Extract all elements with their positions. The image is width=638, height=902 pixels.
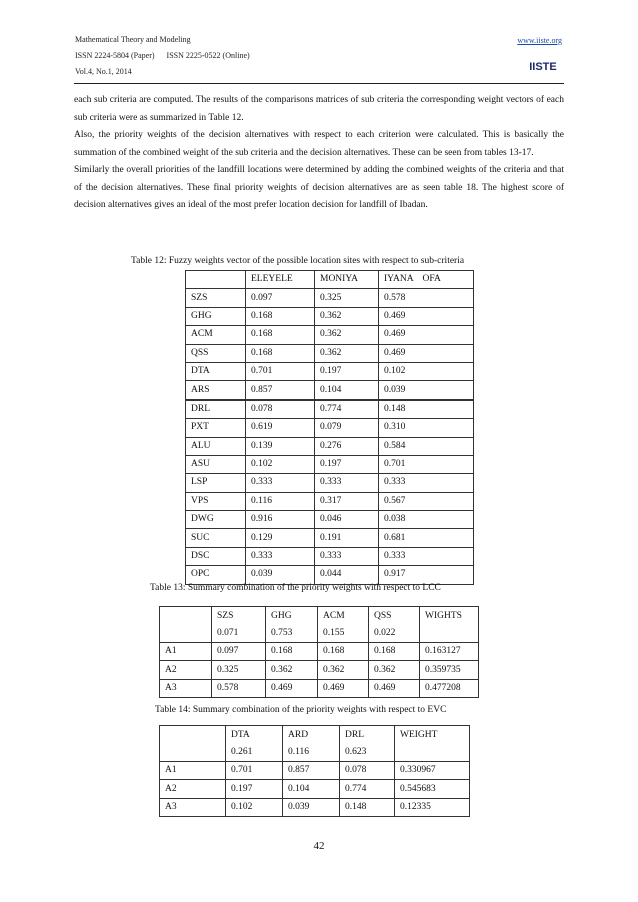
row-label: QSS xyxy=(186,344,246,362)
table-cell: 0.325 xyxy=(315,289,379,307)
table-cell: 0.168 xyxy=(369,643,420,661)
criterion-name: ARD xyxy=(288,730,309,740)
table-cell: 0.469 xyxy=(369,679,420,697)
row-label: A1 xyxy=(160,762,226,780)
table13-caption: Table 13: Summary combination of the priority weights with respect to LCC xyxy=(150,583,441,593)
table14-header-row xyxy=(160,726,470,762)
table-cell: 0.163127 xyxy=(420,643,479,661)
header-rule xyxy=(74,83,564,84)
table-row xyxy=(160,679,479,697)
table-row xyxy=(186,326,474,344)
row-label: A1 xyxy=(160,643,212,661)
paragraph-1: each sub criteria are computed. The results of the comparisons matrices of sub criteria the corresponding weight vectors of each sub criteria were as summarized in Table 12. xyxy=(74,95,564,123)
table-cell: 0.148 xyxy=(340,798,395,816)
table-cell: 0.333 xyxy=(379,474,474,492)
paragraph-3: Similarly the overall priorities of the landfill locations were determined by adding the combined weights of the criteria and that of the decision alternatives. These final priority weights of decision alternatives are as seen table 18. The highest score of decision alternatives gives an ideal of the most prefer location decision for landfill of Ibadan. xyxy=(74,165,564,210)
table-row xyxy=(160,780,470,798)
table-cell: 0.139 xyxy=(246,437,315,455)
criterion-weight: 0.116 xyxy=(288,747,310,757)
table-cell: 0.477208 xyxy=(420,679,479,697)
row-label: SZS xyxy=(186,289,246,307)
table-cell: 0.774 xyxy=(340,780,395,798)
table-cell: 0.469 xyxy=(266,679,318,697)
table-cell: 0.102 xyxy=(226,798,283,816)
table-cell: 0.362 xyxy=(369,661,420,679)
table-cell: 0.168 xyxy=(246,326,315,344)
table-cell: 0.917 xyxy=(379,566,474,584)
table-cell: 0.168 xyxy=(318,643,369,661)
row-label: ARS xyxy=(186,381,246,400)
criterion-name: GHG xyxy=(271,611,292,621)
table-cell: 0.681 xyxy=(379,529,474,547)
table-cell: 0.104 xyxy=(315,381,379,400)
table-row xyxy=(186,344,474,362)
table-row xyxy=(186,474,474,492)
table-cell: 0.362 xyxy=(315,326,379,344)
criterion-weight: 0.753 xyxy=(271,628,293,638)
criterion-name: ACM xyxy=(323,611,345,621)
journal-name: Mathematical Theory and Modeling xyxy=(75,35,191,44)
table-cell: 0.097 xyxy=(246,289,315,307)
page-number: 42 xyxy=(313,840,325,852)
table-cell: 0.039 xyxy=(246,566,315,584)
criterion-weight: 0.022 xyxy=(374,628,396,638)
table-cell: 0.330967 xyxy=(395,762,470,780)
table-cell: 0.078 xyxy=(340,762,395,780)
row-label: DTA xyxy=(186,362,246,380)
table-cell: 0.039 xyxy=(283,798,340,816)
row-label: GHG xyxy=(186,307,246,325)
table-cell: 0.097 xyxy=(212,643,266,661)
table-cell: 0.197 xyxy=(315,455,379,473)
table-row xyxy=(186,419,474,437)
table12-caption: Table 12: Fuzzy weights vector of the possible location sites with respect to sub-criteria xyxy=(131,256,465,266)
criterion-name: QSS xyxy=(374,611,392,621)
criterion-name: SZS xyxy=(217,611,234,621)
table-cell: 0.102 xyxy=(379,362,474,380)
table12 xyxy=(185,270,474,585)
table-cell: 0.168 xyxy=(246,344,315,362)
table12-header-cell: ELEYELE xyxy=(246,271,315,289)
table12-header-cell: MONIYA xyxy=(315,271,379,289)
table-row xyxy=(186,511,474,529)
table-cell: 0.079 xyxy=(315,419,379,437)
table12-header-cell: IYANA OFA xyxy=(379,271,474,289)
table12-header-row xyxy=(186,271,474,289)
row-label: PXT xyxy=(186,419,246,437)
table-cell: 0.333 xyxy=(379,547,474,565)
table12-header-cell xyxy=(186,271,246,289)
paragraph-2: Also, the priority weights of the decision alternatives with respect to each criterion were calculated. This is basically the summation of the combined weight of the sub criteria and the decision alternatives. These can be seen from tables 13-17. xyxy=(74,130,564,158)
table-row xyxy=(186,529,474,547)
table-row xyxy=(186,437,474,455)
row-label: ALU xyxy=(186,437,246,455)
table-row xyxy=(186,307,474,325)
issn-line: ISSN 2224-5804 (Paper) ISSN 2225-0522 (Online) xyxy=(75,51,250,60)
criterion-weight: 0.071 xyxy=(217,628,239,638)
table13 xyxy=(159,606,479,698)
table-cell: 0.578 xyxy=(212,679,266,697)
logo-text: IISTE xyxy=(529,61,557,73)
table-cell: 0.362 xyxy=(318,661,369,679)
table14-header-cell xyxy=(395,726,470,762)
table-row xyxy=(186,566,474,584)
table-cell: 0.362 xyxy=(266,661,318,679)
iiste-logo xyxy=(528,52,558,76)
table-cell: 0.469 xyxy=(318,679,369,697)
table-row xyxy=(160,798,470,816)
table14-header-cell xyxy=(340,726,395,762)
criterion-weight: 0.623 xyxy=(345,747,367,757)
table14 xyxy=(159,725,470,817)
table-row xyxy=(186,547,474,565)
table-cell: 0.168 xyxy=(266,643,318,661)
table13-header-cell xyxy=(212,607,266,643)
criterion-name: DRL xyxy=(345,730,364,740)
table-cell: 0.362 xyxy=(315,307,379,325)
table13-header-cell xyxy=(160,607,212,643)
table-cell: 0.129 xyxy=(246,529,315,547)
table-cell: 0.104 xyxy=(283,780,340,798)
table13-header-row xyxy=(160,607,479,643)
row-label: A2 xyxy=(160,661,212,679)
table-row xyxy=(186,455,474,473)
table-cell: 0.362 xyxy=(315,344,379,362)
table-cell: 0.12335 xyxy=(395,798,470,816)
table13-header-cell xyxy=(420,607,479,643)
table-cell: 0.116 xyxy=(246,492,315,510)
row-label: A2 xyxy=(160,780,226,798)
table-cell: 0.469 xyxy=(379,344,474,362)
row-label: DRL xyxy=(186,400,246,419)
row-label: DWG xyxy=(186,511,246,529)
row-label: ACM xyxy=(186,326,246,344)
table14-header-cell xyxy=(160,726,226,762)
table-row xyxy=(186,381,474,400)
row-label: LSP xyxy=(186,474,246,492)
table-cell: 0.701 xyxy=(226,762,283,780)
table-cell: 0.469 xyxy=(379,326,474,344)
row-label: SUC xyxy=(186,529,246,547)
table-cell: 0.039 xyxy=(379,381,474,400)
volume-line: Vol.4, No.1, 2014 xyxy=(75,67,132,76)
table-cell: 0.276 xyxy=(315,437,379,455)
table14-caption: Table 14: Summary combination of the priority weights with respect to EVC xyxy=(155,705,447,715)
table-cell: 0.578 xyxy=(379,289,474,307)
table-cell: 0.168 xyxy=(246,307,315,325)
table-cell: 0.619 xyxy=(246,419,315,437)
table-cell: 0.046 xyxy=(315,511,379,529)
row-label: VPS xyxy=(186,492,246,510)
table-cell: 0.038 xyxy=(379,511,474,529)
criterion-weight: 0.261 xyxy=(231,747,253,757)
table-cell: 0.857 xyxy=(283,762,340,780)
table-row xyxy=(160,643,479,661)
table13-header-cell xyxy=(266,607,318,643)
table-cell: 0.469 xyxy=(379,307,474,325)
body-text xyxy=(74,92,564,215)
table-cell: 0.916 xyxy=(246,511,315,529)
table-cell: 0.078 xyxy=(246,400,315,419)
row-label: A3 xyxy=(160,798,226,816)
table-cell: 0.102 xyxy=(246,455,315,473)
row-label: DSC xyxy=(186,547,246,565)
table-cell: 0.359735 xyxy=(420,661,479,679)
criterion-name: WIGHTS xyxy=(425,611,462,621)
criterion-weight: 0.155 xyxy=(323,628,345,638)
table-cell: 0.191 xyxy=(315,529,379,547)
website-link[interactable]: www.iiste.org xyxy=(517,36,562,45)
table-cell: 0.333 xyxy=(246,547,315,565)
table-cell: 0.584 xyxy=(379,437,474,455)
table-cell: 0.333 xyxy=(246,474,315,492)
table-cell: 0.333 xyxy=(315,474,379,492)
table-cell: 0.197 xyxy=(315,362,379,380)
table-cell: 0.148 xyxy=(379,400,474,419)
table-cell: 0.310 xyxy=(379,419,474,437)
table-cell: 0.044 xyxy=(315,566,379,584)
table-cell: 0.197 xyxy=(226,780,283,798)
table-cell: 0.325 xyxy=(212,661,266,679)
table-cell: 0.545683 xyxy=(395,780,470,798)
table-row xyxy=(160,661,479,679)
row-label: A3 xyxy=(160,679,212,697)
table-cell: 0.857 xyxy=(246,381,315,400)
table-cell: 0.701 xyxy=(379,455,474,473)
row-label: ASU xyxy=(186,455,246,473)
row-label: OPC xyxy=(186,566,246,584)
table-cell: 0.333 xyxy=(315,547,379,565)
table-row xyxy=(186,400,474,419)
table-cell: 0.774 xyxy=(315,400,379,419)
table-row xyxy=(186,362,474,380)
table-row xyxy=(186,492,474,510)
table14-header-cell xyxy=(226,726,283,762)
table-cell: 0.701 xyxy=(246,362,315,380)
table-cell: 0.317 xyxy=(315,492,379,510)
table-cell: 0.567 xyxy=(379,492,474,510)
criterion-name: DTA xyxy=(231,730,250,740)
table13-header-cell xyxy=(369,607,420,643)
table13-header-cell xyxy=(318,607,369,643)
table14-header-cell xyxy=(283,726,340,762)
criterion-name: WEIGHT xyxy=(400,730,438,740)
table-row xyxy=(186,289,474,307)
table-row xyxy=(160,762,470,780)
